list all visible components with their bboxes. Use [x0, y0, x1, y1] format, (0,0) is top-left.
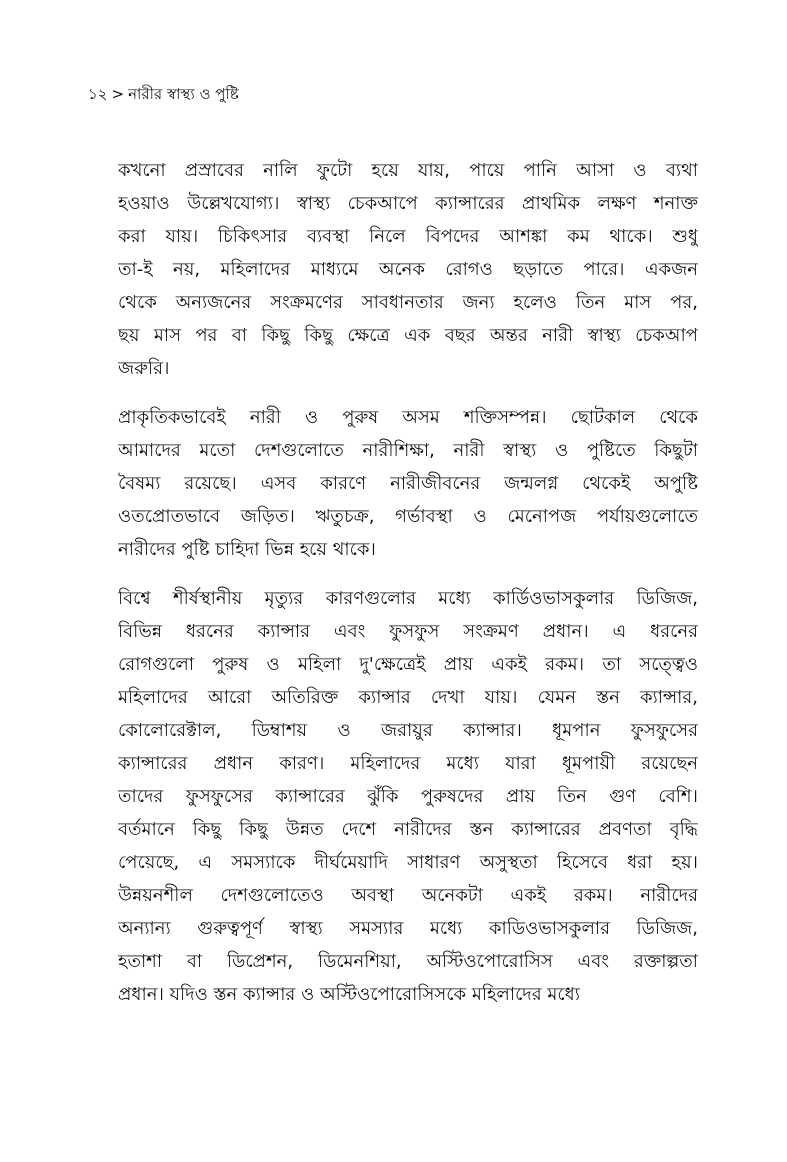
text-line: নারীদের পুষ্টি চাহিদা ভিন্ন হয়ে থাকে।: [118, 539, 376, 560]
text-line: প্রধান। যদিও স্তন ক্যান্সার ও অস্টিওপোরোসিসকে মহিলাদের মধ্যে: [118, 984, 580, 1005]
text-line: ওতপ্রোতভাবে জড়িত। ঋতুচক্র, গর্ভাবস্থা ও মেনোপজ পর্যায়গুলোতে: [118, 506, 698, 527]
text-line: ছয় মাস পর বা কিছু কিছু ক্ষেত্রে এক বছর অন্তর নারী স্বাস্থ্য চেকআপ: [118, 325, 698, 346]
text-line: হওয়াও উল্লেখযোগ্য। স্বাস্থ্য চেকআপে ক্যান্সারের প্রাথমিক লক্ষণ শনাক্ত: [118, 193, 698, 214]
text-line: তাদের ফুসফুসের ক্যান্সারের ঝুঁকি পুরুষদের প্রায় তিন গুণ বেশি।: [118, 786, 698, 807]
text-line: প্রাকৃতিকভাবেই নারী ও পুরুষ অসম শক্তিসম্পন্ন। ছোটকাল থেকে: [118, 407, 698, 428]
text-line: উন্নয়নশীল দেশগুলোতেও অবস্থা অনেকটা একই রকম। নারীদের: [118, 885, 698, 906]
text-line: জরুরি।: [118, 358, 170, 379]
text-line: করা যায়। চিকিৎসার ব্যবস্থা নিলে বিপদের আশঙ্কা কম থাকে। শুধু: [118, 226, 698, 247]
book-title: নারীর স্বাস্থ্য ও পুষ্টি: [128, 85, 239, 103]
text-line: বৈষম্য রয়েছে। এসব কারণে নারীজীবনের জন্মলগ্ন থেকেই অপুষ্টি: [118, 473, 698, 494]
text-line: অন্যান্য গুরুত্বপূর্ণ স্বাস্থ্য সমস্যার মধ্যে কাডিওভাসকুলার ডিজিজ,: [118, 918, 698, 939]
body-text: [118, 154, 698, 1011]
text-line: কোলোরেক্টাল, ডিম্বাশয় ও জরায়ুর ক্যান্সার। ধূমপান ফুসফুসের: [118, 720, 698, 741]
text-line: কখনো প্রস্রাবের নালি ফুটো হয়ে যায়, পায়ে পানি আসা ও ব্যথা: [118, 160, 698, 181]
text-line: বর্তমানে কিছু কিছু উন্নত দেশে নারীদের স্তন ক্যান্সারের প্রবণতা বৃদ্ধি: [118, 819, 698, 840]
running-header: [88, 84, 239, 104]
paragraph: [118, 154, 698, 385]
header-separator: >: [111, 85, 125, 103]
text-line: আমাদের মতো দেশগুলোতে নারীশিক্ষা, নারী স্বাস্থ্য ও পুষ্টিতে কিছুটা: [118, 440, 698, 461]
text-line: হতাশা বা ডিপ্রেশন, ডিমেনশিয়া, অস্টিওপোরোসিস এবং রক্তাল্পতা: [118, 951, 698, 972]
text-line: পেয়েছে, এ সমস্যাকে দীর্ঘমেয়াদি সাধারণ অসুস্থতা হিসেবে ধরা হয়।: [118, 852, 698, 873]
text-line: থেকে অন্যজনের সংক্রমণের সাবধানতার জন্য হলেও তিন মাস পর,: [118, 292, 698, 313]
paragraph: [118, 401, 698, 566]
page-number: ১২: [88, 85, 108, 103]
text-line: বিশ্বে শীর্ষস্থানীয় মৃত্যুর কারণগুলোর মধ্যে কার্ডিওভাসকুলার ডিজিজ,: [118, 588, 698, 609]
text-line: তা-ই নয়, মহিলাদের মাধ্যমে অনেক রোগও ছড়াতে পারে। একজন: [118, 259, 698, 280]
paragraph: [118, 582, 698, 1011]
text-line: বিভিন্ন ধরনের ক্যান্সার এবং ফুসফুস সংক্রমণ প্রধান। এ ধরনের: [118, 621, 698, 642]
text-line: ক্যান্সারের প্রধান কারণ। মহিলাদের মধ্যে যারা ধূমপায়ী রয়েছেন: [118, 753, 698, 774]
text-line: রোগগুলো পুরুষ ও মহিলা দু'ক্ষেত্রেই প্রায় একই রকম। তা সত্ত্বেও: [118, 654, 698, 675]
text-line: মহিলাদের আরো অতিরিক্ত ক্যান্সার দেখা যায়। যেমন স্তন ক্যান্সার,: [118, 687, 698, 708]
